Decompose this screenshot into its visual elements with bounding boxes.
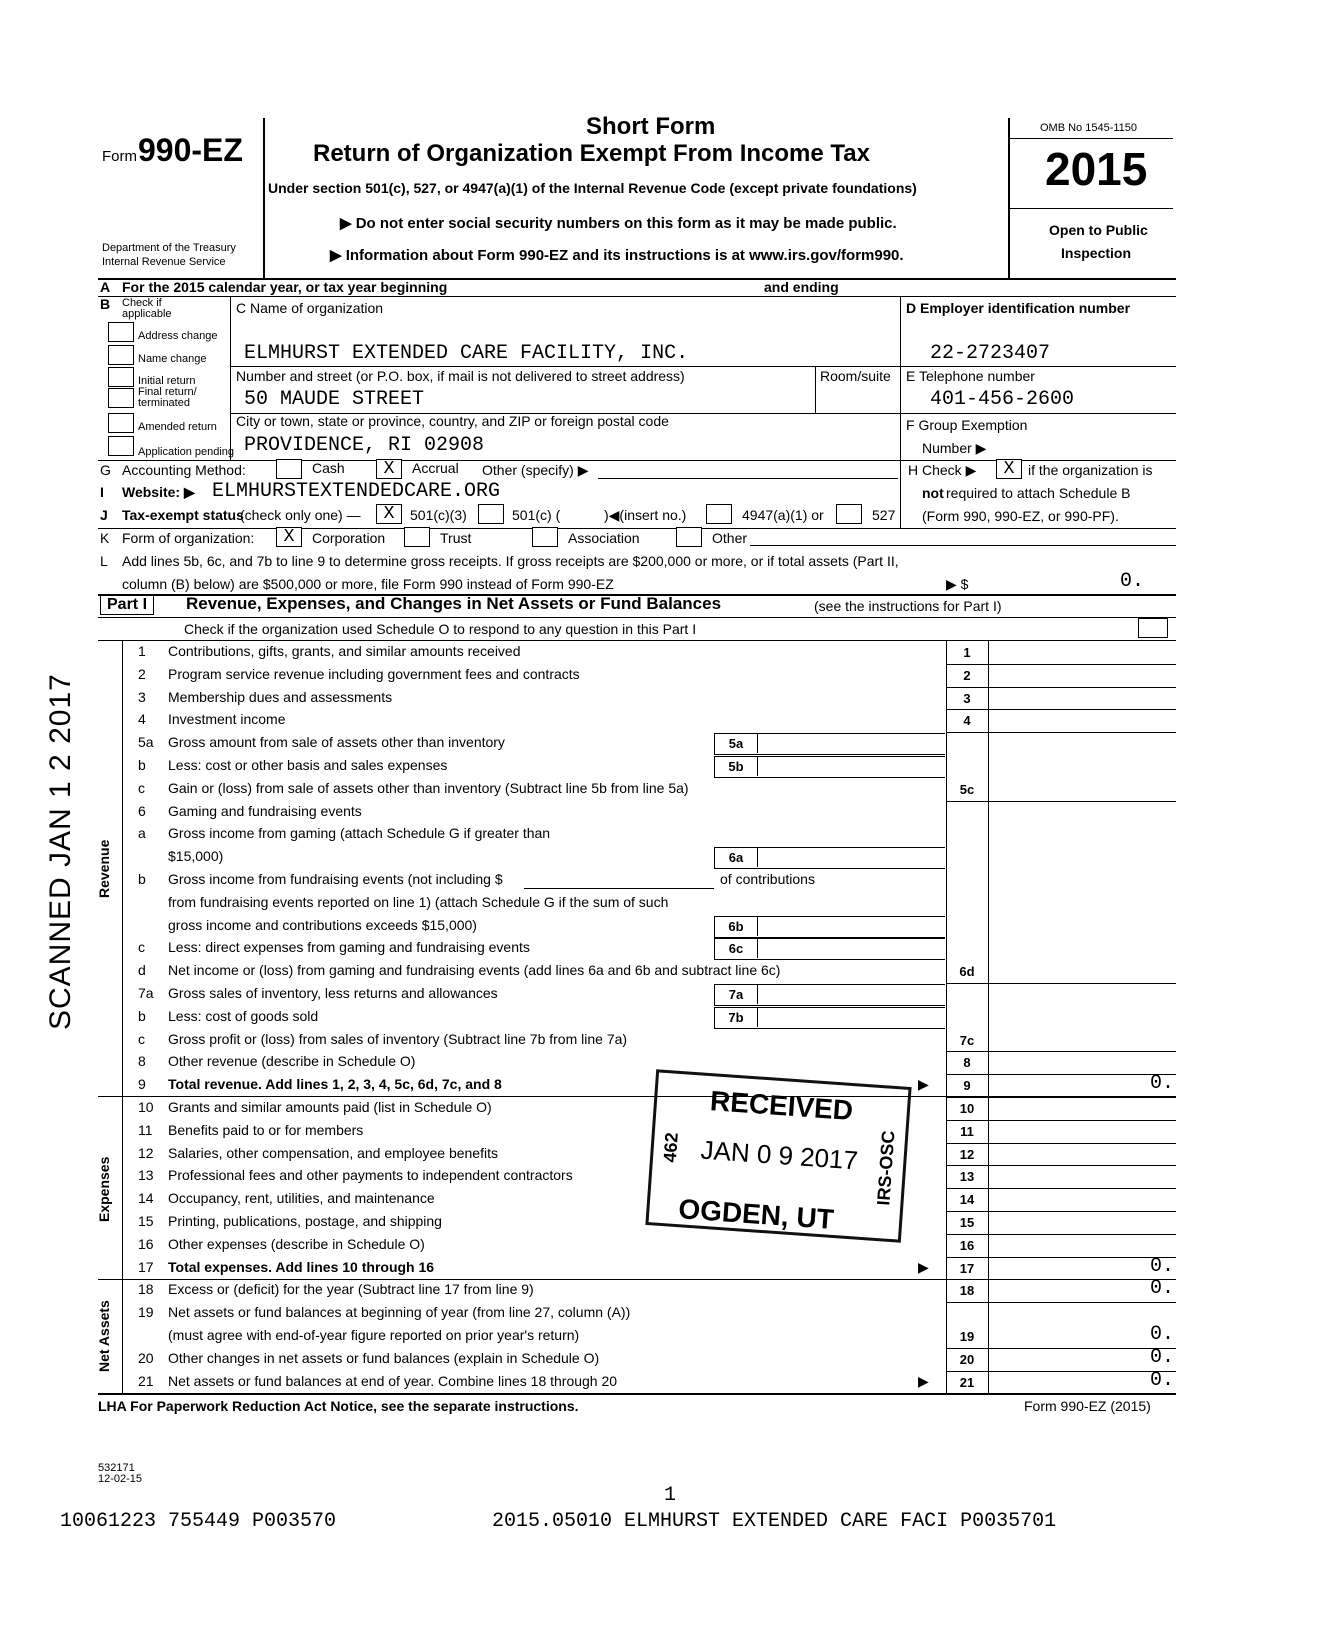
line-l-arrow: ▶ $ — [946, 576, 969, 592]
4947-checkbox[interactable] — [706, 504, 732, 524]
line-value: 0. — [1149, 1072, 1174, 1096]
row-text: Membership dues and assessments — [168, 688, 393, 705]
line-value: 0. — [1149, 1254, 1174, 1278]
accrual-checkbox[interactable]: X — [376, 459, 402, 479]
tax-year: 2015 — [1045, 143, 1148, 195]
row-number: 17 — [138, 1258, 154, 1275]
line-box-rule — [946, 1051, 1176, 1052]
gross-receipts-value: 0. — [1120, 570, 1145, 593]
total-arrow-icon: ▶ — [918, 1076, 929, 1093]
line-box-label: 7c — [959, 1032, 975, 1048]
row-text: Other expenses (describe in Schedule O) — [168, 1235, 425, 1252]
mid-column-divider — [757, 984, 758, 1004]
phone-label: E Telephone number — [906, 368, 1035, 384]
corporation-label: Corporation — [312, 530, 386, 546]
row-text: Net income or (loss) from gaming and fundraising events (add lines 6a and 6b and subtract line 6c) — [168, 962, 781, 979]
application-pending-checkbox[interactable] — [108, 436, 134, 456]
other-org-checkbox[interactable] — [676, 527, 702, 547]
line-box-label: 1 — [963, 645, 971, 660]
line-box-rule — [946, 1188, 1176, 1189]
org-name-label: C Name of organization — [236, 300, 384, 316]
mid-line-label: 7a — [728, 987, 744, 1002]
city: PROVIDENCE, RI 02908 — [244, 434, 485, 457]
line-box-label: 11 — [960, 1123, 974, 1139]
row-number: 15 — [138, 1213, 154, 1229]
line-j-letter: J — [100, 507, 108, 523]
row-number: 18 — [138, 1281, 154, 1298]
row-number: 3 — [138, 688, 146, 705]
group-number-label: Number ▶ — [922, 440, 987, 456]
address-change-checkbox[interactable] — [108, 322, 134, 342]
tax-exempt-hint: (check only one) — — [240, 507, 361, 523]
row-number: a — [138, 825, 146, 842]
lha-notice: LHA For Paperwork Reduction Act Notice, see the separate instructions. — [98, 1398, 579, 1414]
initial-return-label: Initial return — [138, 375, 196, 387]
line-box-rule — [946, 709, 1176, 710]
row-text: Salaries, other compensation, and employee benefits — [168, 1144, 498, 1161]
notice-info: ▶ Information about Form 990-EZ and its instructions is at www.irs.gov/form990. — [330, 247, 904, 264]
terminated-label: terminated — [138, 397, 190, 409]
line-box-rule — [946, 801, 1176, 802]
block-c-left-border — [230, 296, 231, 460]
part1-tag: Part I — [100, 595, 154, 615]
row-text: Program service revenue including government fees and contracts — [168, 665, 580, 682]
group-exemption-label: F Group Exemption — [906, 417, 1028, 433]
stamp-received: RECEIVED — [709, 1085, 855, 1127]
row-text: Total expenses. Add lines 10 through 16 — [168, 1258, 435, 1275]
footer-form-label: Form 990-EZ (2015) — [1024, 1398, 1151, 1414]
city-label: City or town, state or province, country, and ZIP or foreign postal code — [236, 413, 669, 429]
other-method-label: Other (specify) ▶ — [482, 462, 589, 478]
form-number: 990-EZ — [138, 132, 243, 168]
527-label: 527 — [872, 507, 896, 523]
mid-line-label: 6c — [728, 941, 744, 957]
501c-label: 501(c) ( — [512, 507, 561, 523]
other-method-underline — [598, 478, 898, 479]
row-text: Other changes in net assets or fund balances (explain in Schedule O) — [168, 1349, 600, 1366]
line-box-label: 19 — [959, 1329, 975, 1344]
year-rule — [1008, 208, 1173, 209]
section-label-divider — [122, 640, 123, 1394]
row-text: Net assets or fund balances at beginning of year (from line 27, column (A)) — [168, 1304, 631, 1321]
row-number: 8 — [138, 1053, 146, 1070]
net-assets-side-label: Net Assets — [96, 1300, 112, 1372]
part1-title: Revenue, Expenses, and Changes in Net Assets or Fund Balances — [186, 594, 722, 613]
row-number: 7a — [138, 985, 154, 1001]
association-checkbox[interactable] — [532, 527, 558, 547]
line-box-rule — [946, 1234, 1176, 1235]
row-text: $15,000) — [168, 848, 224, 865]
revenue-side-label: Revenue — [96, 839, 112, 898]
website: ELMHURSTEXTENDEDCARE.ORG — [212, 480, 501, 503]
row-text: from fundraising events reported on line 1) (attach Schedule G if the sum of such — [168, 893, 669, 910]
line-value: 0. — [1149, 1277, 1174, 1301]
line-box-rule — [946, 1120, 1176, 1121]
line-box-rule — [946, 1393, 1176, 1394]
total-arrow-icon: ▶ — [918, 1258, 929, 1275]
check-b-label-2: applicable — [122, 308, 172, 320]
trust-checkbox[interactable] — [404, 527, 430, 547]
line-box-rule — [946, 1143, 1176, 1144]
final-return-checkbox[interactable] — [108, 388, 134, 408]
line-g-letter: G — [100, 462, 111, 478]
mid-column-divider — [757, 938, 758, 958]
check-b-letter: B — [100, 296, 111, 312]
line-box-rule — [946, 687, 1176, 688]
part1-note: (see the instructions for Part I) — [814, 598, 1002, 614]
open-to-public: Open to Public — [1049, 222, 1148, 238]
street-label: Number and street (or P.O. box, if mail is not delivered to street address) — [236, 368, 685, 384]
form-prefix: Form — [102, 148, 137, 165]
line-h-not: not — [922, 485, 944, 501]
line-box-label: 17 — [959, 1260, 975, 1276]
mid-column-divider — [757, 916, 758, 936]
line-l-text-2: column (B) below) are $500,000 or more, file Form 990 instead of Form 990-EZ — [122, 576, 614, 592]
row-number: 1 — [138, 643, 146, 659]
expenses-side-label: Expenses — [96, 1156, 112, 1222]
received-stamp — [634, 1061, 922, 1266]
part1-header-rule — [98, 617, 1176, 618]
application-pending-label: Application pending — [138, 446, 235, 458]
amended-return-label: Amended return — [138, 421, 217, 433]
other-org-label: Other — [712, 530, 748, 546]
linebox-left-border — [946, 640, 947, 1394]
page-number: 1 — [664, 1484, 677, 1507]
row-tail-text: of contributions — [720, 871, 815, 887]
row-number: b — [138, 757, 146, 773]
line-value: 0. — [1149, 1368, 1174, 1392]
mid-line-label: 6b — [728, 918, 744, 934]
row-number: 12 — [138, 1144, 154, 1161]
association-label: Association — [568, 530, 640, 546]
notice-ssn: ▶ Do not enter social security numbers on this form as it may be made public. — [340, 215, 897, 232]
row-text: Less: cost or other basis and sales expenses — [168, 757, 448, 773]
initial-return-checkbox[interactable] — [108, 367, 134, 387]
line-box-label: 18 — [959, 1283, 975, 1299]
header-divider-left — [263, 118, 265, 278]
row-text: Less: direct expenses from gaming and fundraising events — [168, 939, 530, 956]
row-text: Other revenue (describe in Schedule O) — [168, 1053, 416, 1070]
line-l-letter: L — [100, 553, 108, 569]
row-number: 19 — [138, 1304, 154, 1321]
row-text: Benefits paid to or for members — [168, 1121, 364, 1138]
line-h-text-3: (Form 990, 990-EZ, or 990-PF). — [922, 508, 1119, 524]
row-number: 13 — [138, 1167, 154, 1184]
schedule-o-checkbox[interactable] — [1138, 618, 1168, 638]
address-change-label: Address change — [138, 330, 218, 342]
line-box-rule — [946, 983, 1176, 984]
line-h-text-2: required to attach Schedule B — [946, 485, 1131, 501]
stamp-ogden: OGDEN, UT — [677, 1193, 835, 1235]
row-text: Gross sales of inventory, less returns and allowances — [168, 985, 498, 1001]
line-box-label: 10 — [959, 1101, 975, 1116]
final-return-label: Final return/ — [138, 386, 197, 398]
line-box-label: 3 — [963, 690, 971, 706]
row-text: Total revenue. Add lines 1, 2, 3, 4, 5c, 6d, 7c, and 8 — [168, 1076, 502, 1093]
line-box-label: 4 — [963, 713, 971, 729]
check-b-label-1: Check if — [122, 297, 162, 309]
cash-checkbox[interactable] — [276, 459, 302, 479]
footer-code-1: 532171 — [98, 1462, 135, 1474]
ein-label: D Employer identification number — [906, 300, 1131, 316]
line-box-label: 20 — [959, 1351, 975, 1367]
line-box-rule — [946, 1097, 1176, 1098]
row-text: Excess or (deficit) for the year (Subtract line 17 from line 9) — [168, 1281, 534, 1298]
inspection: Inspection — [1061, 245, 1132, 261]
row-text: Professional fees and other payments to independent contractors — [168, 1167, 573, 1184]
org-name-rule — [230, 366, 900, 367]
row-number: b — [138, 871, 146, 887]
phone-rule — [900, 413, 1176, 414]
mid-line-label: 5b — [728, 759, 744, 774]
room-label: Room/suite — [820, 368, 891, 384]
stamp-462: 462 — [659, 1131, 682, 1164]
line-box-rule — [946, 1302, 1176, 1303]
row-number: b — [138, 1007, 146, 1024]
tax-exempt-label: Tax-exempt status — [122, 507, 244, 523]
footer-right-id: 2015.05010 ELMHURST EXTENDED CARE FACI P0035701 — [492, 1510, 1057, 1533]
line-box-label: 5c — [959, 781, 975, 797]
header-divider-right — [1008, 118, 1010, 278]
line-box-label: 6d — [959, 964, 975, 980]
row-text: Occupancy, rent, utilities, and maintenance — [168, 1190, 435, 1207]
line-a-letter: A — [100, 279, 111, 295]
501c3-label: 501(c)(3) — [410, 507, 467, 523]
mid-column-divider — [757, 733, 758, 753]
accounting-method-label: Accounting Method: — [122, 462, 246, 478]
schedule-b-checkbox[interactable]: X — [996, 459, 1022, 479]
insert-no-label: )◀(insert no.) — [604, 507, 687, 523]
stamp-irs-osc: IRS-OSC — [873, 1129, 899, 1207]
street: 50 MAUDE STREET — [244, 388, 425, 411]
name-change-checkbox[interactable] — [108, 345, 134, 365]
501c3-checkbox[interactable]: X — [376, 504, 402, 524]
line-box-label: 15 — [959, 1215, 975, 1230]
title-short-form: Short Form — [586, 113, 716, 140]
line-box-label: 8 — [963, 1055, 971, 1071]
mid-line-label: 5a — [728, 736, 744, 752]
line-l-text-1: Add lines 5b, 6c, and 7b to line 9 to determine gross receipts. If gross receipts are $200,000 or more, or if total assets (Part II, — [122, 553, 899, 569]
org-name: ELMHURST EXTENDED CARE FACILITY, INC. — [244, 342, 689, 365]
row-text: Gaming and fundraising events — [168, 802, 362, 819]
mid-line-label: 6a — [728, 850, 744, 866]
omb-rule — [1008, 138, 1173, 139]
part1-columns-rule — [98, 640, 1176, 641]
line-i-letter: I — [100, 484, 104, 500]
row-text: Gain or (loss) from sale of assets other than inventory (Subtract line 5b from line 5a) — [168, 779, 689, 796]
dept-line-1: Department of the Treasury — [102, 242, 236, 254]
row-number: 21 — [138, 1372, 154, 1389]
line-box-label: 16 — [959, 1237, 975, 1253]
line-j-bottom-rule — [98, 528, 1176, 529]
row-number: 20 — [138, 1349, 154, 1366]
line-box-label: 12 — [959, 1146, 975, 1162]
footer-code-2: 12-02-15 — [98, 1473, 143, 1485]
line-box-rule — [946, 732, 1176, 733]
line-box-label: 9 — [963, 1078, 971, 1094]
row-text: Gross profit or (loss) from sales of inventory (Subtract line 7b from line 7a) — [168, 1030, 628, 1047]
row-number: 2 — [138, 665, 146, 682]
row-number: 14 — [138, 1190, 154, 1207]
mid-line-label: 7b — [728, 1009, 744, 1025]
trust-label: Trust — [440, 530, 472, 546]
row-text: gross income and contributions exceeds $15,000) — [168, 916, 477, 933]
line-box-rule — [946, 1211, 1176, 1212]
line-box-label: 21 — [959, 1374, 975, 1390]
row-number: 16 — [138, 1235, 154, 1252]
row-number: 5a — [138, 734, 154, 751]
row-number: 9 — [138, 1076, 146, 1093]
ein: 22-2723407 — [930, 342, 1051, 365]
other-org-underline — [750, 545, 1176, 546]
cash-label: Cash — [312, 460, 345, 476]
row-number: c — [138, 1030, 145, 1047]
row-text: Net assets or fund balances at end of year. Combine lines 18 through 20 — [168, 1372, 618, 1389]
amended-return-checkbox[interactable] — [108, 413, 134, 433]
line-box-rule — [946, 1165, 1176, 1166]
footer-left-id: 10061223 755449 P003570 — [60, 1510, 337, 1533]
527-checkbox[interactable] — [836, 504, 862, 524]
line-box-rule — [946, 664, 1176, 665]
row-text: Grants and similar amounts paid (list in Schedule O) — [168, 1099, 492, 1115]
total-arrow-icon: ▶ — [918, 1372, 929, 1389]
line-h-label: H Check ▶ — [908, 462, 977, 478]
row-number: c — [138, 939, 145, 956]
line-a-ending: and ending — [764, 279, 839, 295]
line-k-letter: K — [100, 530, 110, 546]
line-box-label: 13 — [959, 1169, 975, 1185]
linebox-right-border — [988, 640, 989, 1394]
stamp-date: JAN 0 9 2017 — [699, 1134, 859, 1176]
row-number: 4 — [138, 711, 146, 728]
row-text: Investment income — [168, 711, 286, 728]
line-box-label: 2 — [963, 667, 971, 683]
title-main: Return of Organization Exempt From Income Tax — [313, 140, 870, 167]
line-a-text: For the 2015 calendar year, or tax year beginning — [122, 279, 448, 295]
row-text: Contributions, gifts, grants, and similar amounts received — [168, 643, 521, 659]
line-value: 0. — [1149, 1345, 1174, 1369]
row-number: 10 — [138, 1099, 154, 1115]
row-text: Gross income from gaming (attach Schedule G if greater than — [168, 825, 551, 842]
corporation-checkbox[interactable]: X — [276, 527, 302, 547]
mid-column-divider — [757, 1007, 758, 1027]
phone: 401-456-2600 — [930, 388, 1075, 411]
room-divider — [815, 366, 816, 413]
row-text: Printing, publications, postage, and shipping — [168, 1213, 442, 1229]
row-number: d — [138, 962, 146, 979]
name-change-label: Name change — [138, 353, 207, 365]
form-of-org-label: Form of organization: — [122, 530, 255, 546]
ein-rule — [900, 366, 1176, 367]
scanned-stamp: SCANNED JAN 1 2 2017 — [44, 673, 77, 1030]
dept-line-2: Internal Revenue Service — [102, 256, 226, 268]
row-text: Less: cost of goods sold — [168, 1007, 319, 1024]
row-number: 6 — [138, 802, 146, 819]
row-number: c — [138, 779, 145, 796]
j-right-border — [900, 460, 901, 528]
accrual-label: Accrual — [412, 460, 459, 476]
4947-label: 4947(a)(1) or — [742, 507, 824, 523]
row-number: 11 — [138, 1121, 153, 1138]
schedule-o-check-text: Check if the organization used Schedule O to respond to any question in this Part I — [184, 621, 697, 637]
omb-number: OMB No 1545-1150 — [1040, 122, 1138, 134]
block-c-right-border — [900, 296, 901, 460]
subtitle: Under section 501(c), 527, or 4947(a)(1) of the Internal Revenue Code (except private foundations) — [268, 180, 917, 196]
row-text: Gross income from fundraising events (not including $ — [168, 871, 503, 887]
line-a-bottom-rule — [98, 296, 1176, 297]
line-box-label: 14 — [959, 1192, 975, 1208]
row-text: (must agree with end-of-year figure reported on prior year's return) — [168, 1327, 580, 1343]
mid-column-divider — [757, 756, 758, 776]
website-label: Website: ▶ — [122, 484, 195, 500]
row-text: Gross amount from sale of assets other than inventory — [168, 734, 505, 751]
mid-column-divider — [757, 847, 758, 867]
line-h-text-1: if the organization is — [1028, 462, 1153, 478]
line-value: 0. — [1149, 1323, 1174, 1346]
fundraising-amount-underline — [524, 888, 714, 889]
501c-checkbox[interactable] — [478, 504, 504, 524]
